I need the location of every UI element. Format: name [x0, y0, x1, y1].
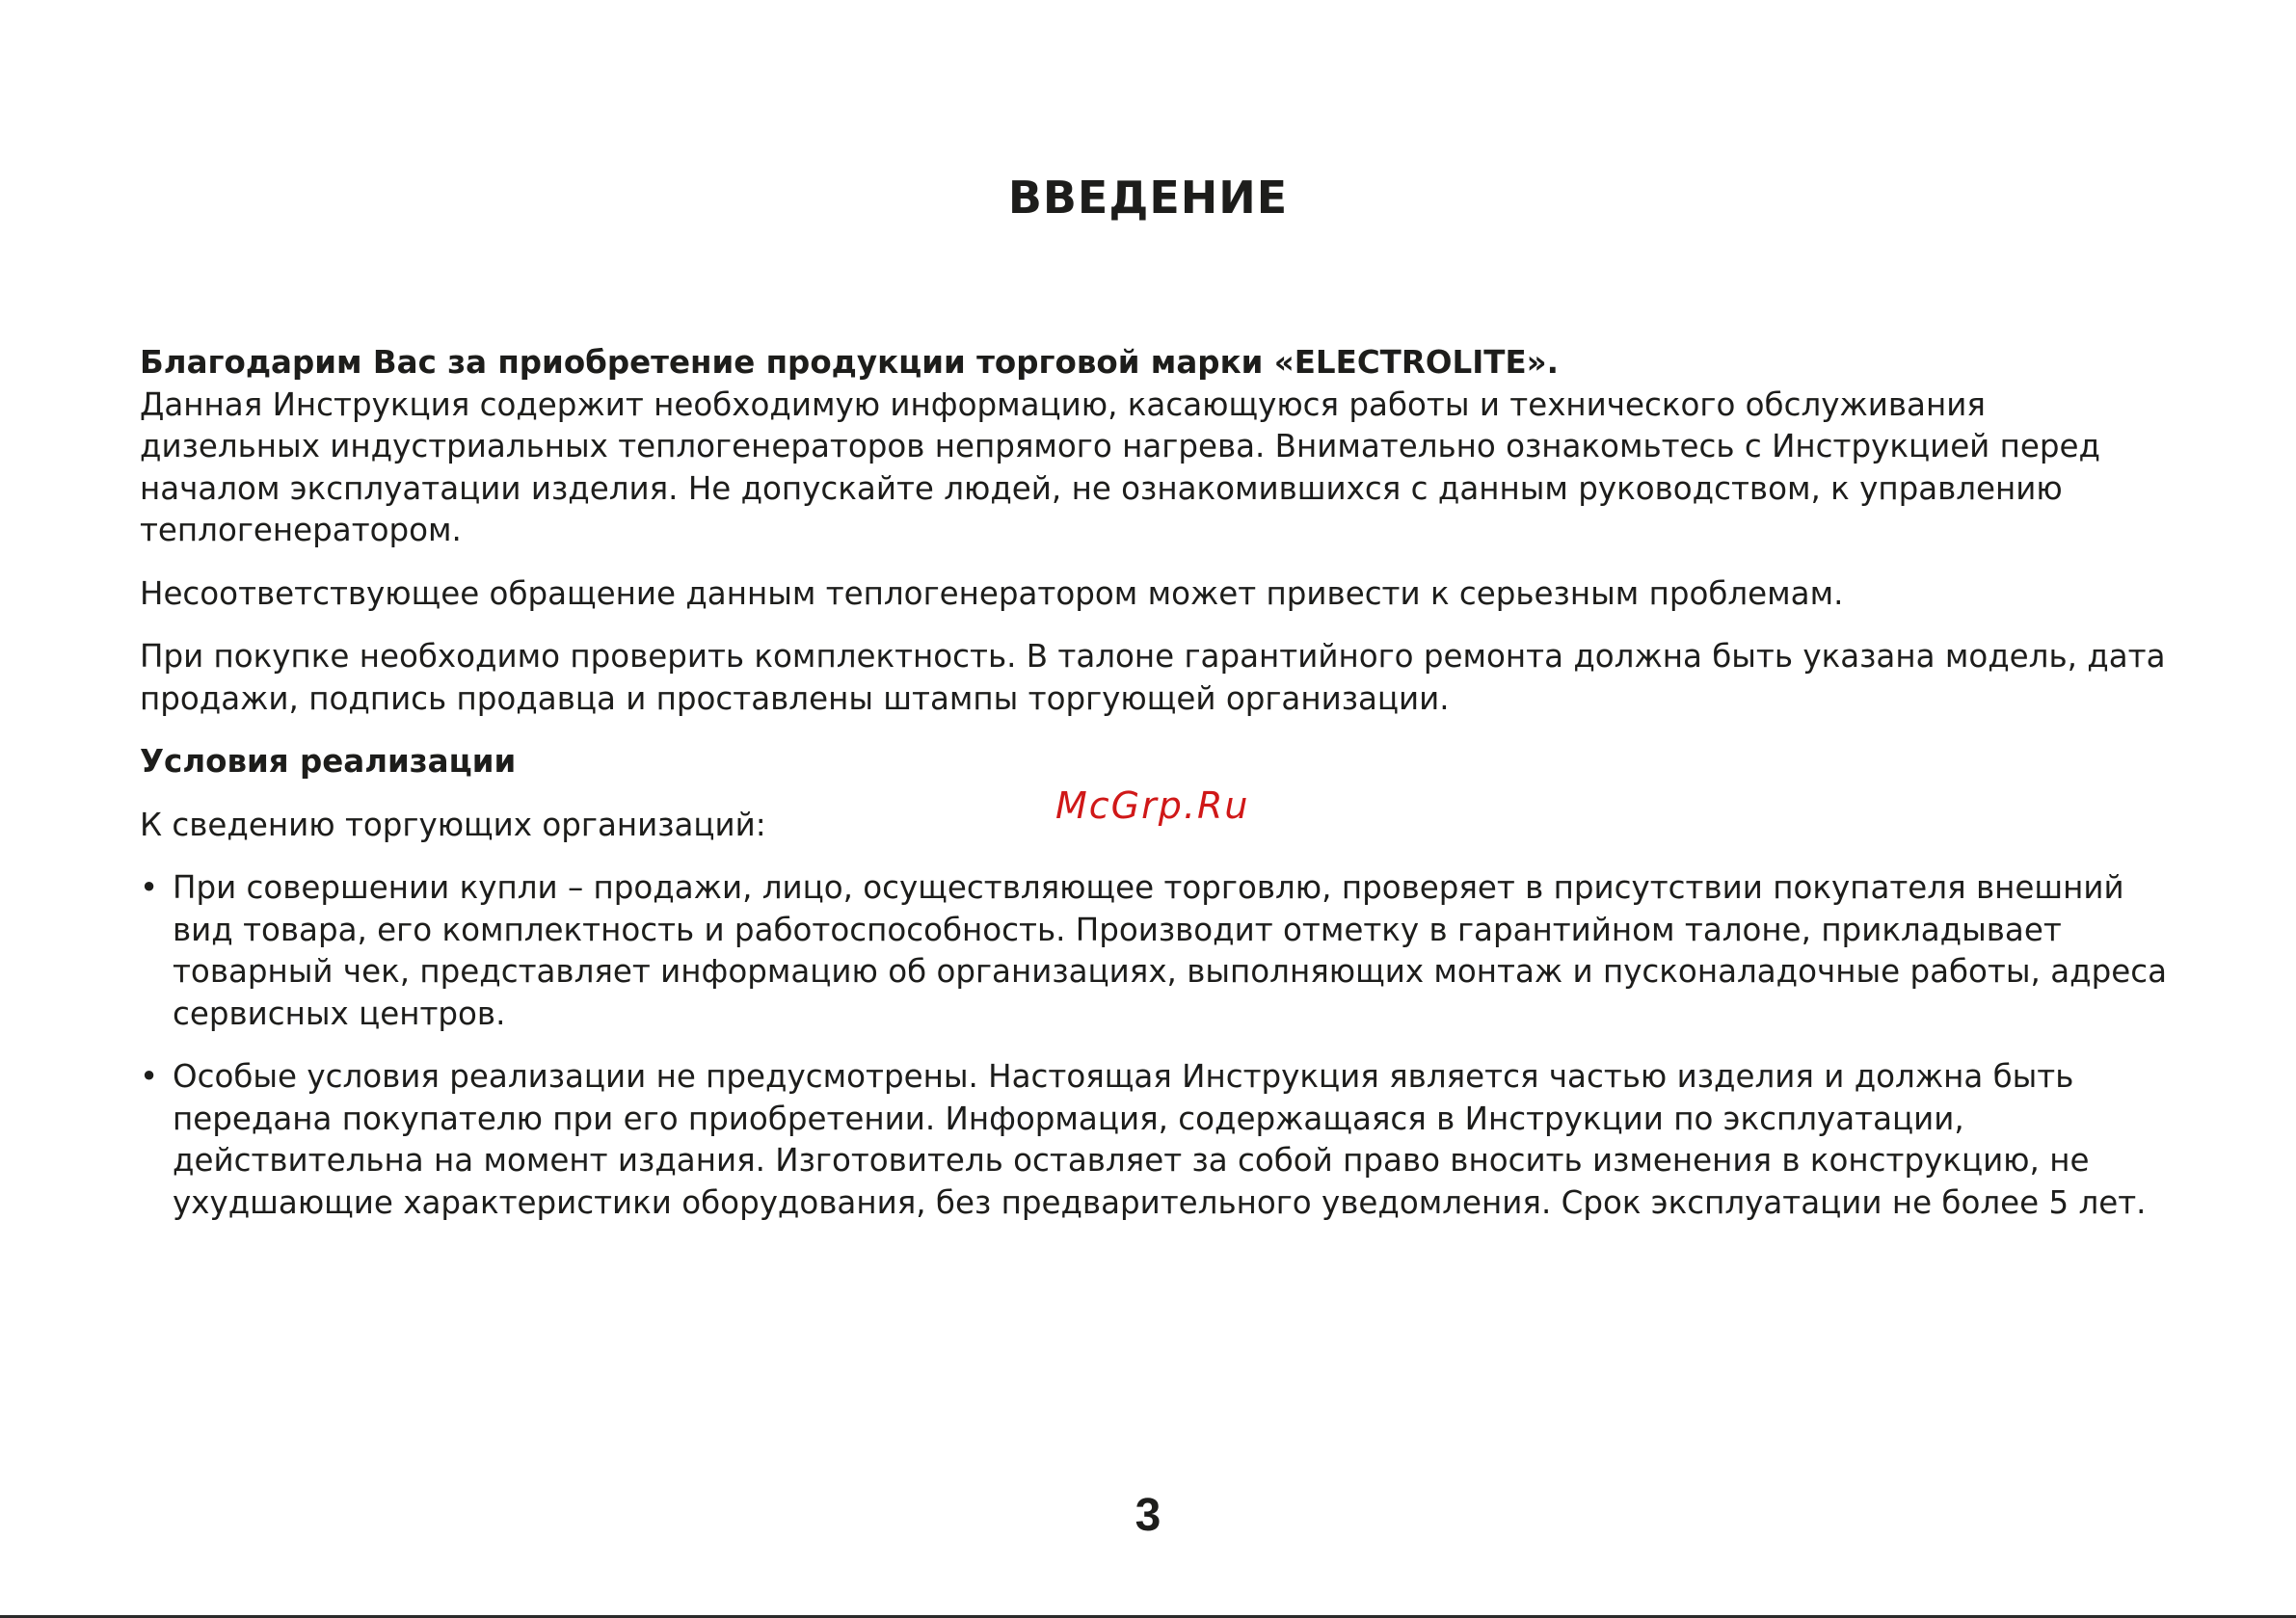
- bullet-icon: •: [140, 1058, 159, 1095]
- sales-conditions-heading: Условия реализации: [140, 743, 517, 780]
- list-item: [140, 1056, 2174, 1224]
- page-number: 3: [1135, 1490, 1161, 1541]
- list-item-text: Особые условия реализации не предусмотрены. Настоящая Инструкция является частью изделия и должна быть передана покупателю при его приобретении. Информация, содержащаяся в Инструкции по эксплуатации, действительна на момент издания. Изготовитель оставляет за собой право вносить изменения в конструкцию, не ухудшающие характеристики оборудования, без предварительного уведомления. Срок эксплуатации не более 5 лет.: [173, 1058, 2147, 1221]
- purchase-check-paragraph: При покупке необходимо проверить комплектность. В талоне гарантийного ремонта должна быть указана модель, дата продажи, подпись продавца и проставлены штампы торгующей организации.: [140, 638, 2166, 717]
- list-item: [140, 867, 2174, 1035]
- list-item-text: При совершении купли – продажи, лицо, осуществляющее торговлю, проверяет в присутствии покупателя внешний вид товара, его комплектность и работоспособность. Производит отметку в гарантийном талоне, прикладывает товарный чек, представляет информацию об организациях, выполняющих монтаж и пусконаладочные работы, адреса сервисных центров.: [173, 869, 2167, 1032]
- sales-conditions-list: [140, 867, 2174, 1224]
- page-title: ВВЕДЕНИЕ: [1007, 172, 1289, 224]
- sales-conditions-lead: К сведению торгующих организаций:: [140, 806, 766, 843]
- thanks-line: Благодарим Вас за приобретение продукции торговой марки «ELECTROLITE».: [140, 344, 1560, 381]
- warning-paragraph: Несоответствующее обращение данным теплогенератором может привести к серьезным проблемам.: [140, 574, 1844, 612]
- watermark-link[interactable]: McGrp.Ru: [1055, 784, 1250, 827]
- intro-paragraph: Данная Инструкция содержит необходимую информацию, касающуюся работы и технического обслуживания дизельных индустриальных теплогенераторов непрямого нагрева. Внимательно ознакомьтесь с Инструкцией перед началом эксплуатации изделия. Не допускайте людей, не ознакомившихся с данным руководством, к управлению теплогенератором.: [140, 385, 2100, 548]
- bullet-icon: •: [140, 869, 159, 906]
